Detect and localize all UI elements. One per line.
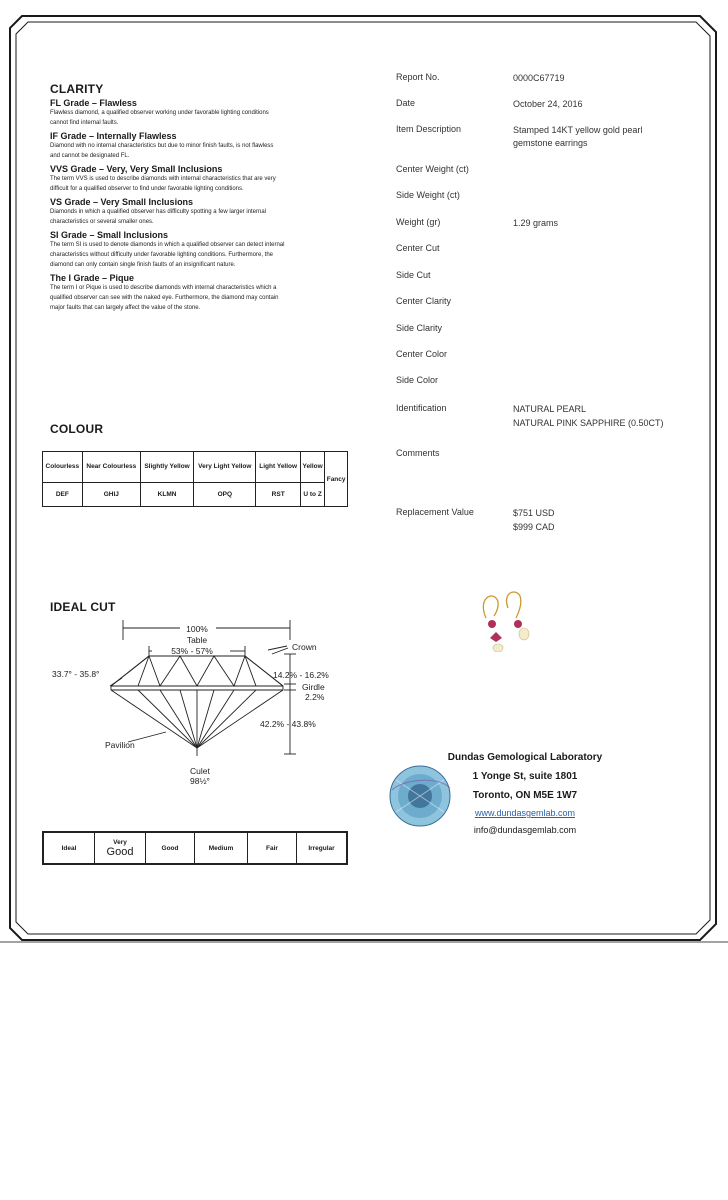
field-label: Report No. [396,72,440,82]
lab-website-link[interactable]: www.dundasgemlab.com [474,808,576,818]
colour-col-name: Light Yellow [256,452,300,483]
crown-label: Crown [292,642,317,652]
colour-col-name: Slightly Yellow [140,452,193,483]
field-label: Item Description [396,124,462,134]
colour-col-name: Near Colourless [82,452,140,483]
colour-col-range: KLMN [140,482,193,506]
grade-if [50,131,350,161]
colour-col-name: Yellow [300,452,324,483]
grade-desc-line: The term I or Pique is used to describe diamonds with internal characteristics which a [50,285,277,291]
clarity-grades [50,98,350,313]
field-label: Center Color [396,349,448,359]
grade-desc-line: cannot find internal faults. [50,120,119,126]
diamond-proportions-diagram [40,610,360,800]
cut-grade-medium: Medium [195,832,248,864]
cut-grade-table [42,831,348,865]
cut-grade-fair: Fair [248,832,297,864]
grade-i [50,273,350,313]
field-label: Center Cut [396,243,440,253]
grade-desc-line: characteristics without difficulty under favorable lighting conditions. Furthermore, the [50,252,273,258]
grade-desc-line: The term SI is used to denote diamonds in which a qualified observer can detect internal [50,242,285,248]
grade-desc-line: major faults that can largely affect the value of the stone. [50,305,201,311]
cut-grade-good-word: Good [106,845,134,858]
ideal-cut-title: IDEAL CUT [50,600,116,614]
field-label: Date [396,98,416,108]
report-number: 0000C67719 [513,73,565,83]
lab-email[interactable]: info@dundasgemlab.com [473,825,577,835]
cut-grade-very-good [95,832,146,864]
grade-heading: VS Grade – Very Small Inclusions [50,197,194,207]
colour-col-range: GHIJ [82,482,140,506]
field-label: Identification [396,403,447,413]
grade-desc-line: Flawless diamond, a qualified observer working under favorable lighting conditions [50,110,269,116]
girdle-value-label: 2.2% [305,692,325,702]
report-date: October 24, 2016 [513,99,583,109]
field-label: Replacement Value [396,507,474,517]
field-label: Side Clarity [396,323,443,333]
grade-desc-line: The term VVS is used to describe diamonds with internal characteristics that are very [50,176,276,182]
identification-line1: NATURAL PEARL [513,404,587,414]
colour-col-range: OPQ [194,482,256,506]
grade-desc-line: qualified observer can see with the naked eye. Furthermore, the diamond may contain [50,295,279,301]
colour-title: COLOUR [50,422,104,436]
item-description: Stamped 14KT yellow gold pearl gemstone earrings [513,125,643,148]
field-label: Weight (gr) [396,217,441,227]
culet-label: Culet [190,766,210,776]
clarity-title: CLARITY [50,82,104,96]
grade-vs [50,197,350,227]
pavilion-depth-label: 42.2% - 43.8% [260,719,316,729]
field-label: Center Clarity [396,296,452,306]
pavilion-label: Pavilion [105,740,135,750]
grade-desc-line: difficult for a qualified observer to find under favorable lighting conditions. [50,186,244,192]
field-label: Side Cut [396,270,431,280]
colour-scale-table [42,451,348,507]
cut-grade-very-word: Very [113,838,127,846]
field-label: Comments [396,448,440,458]
grade-fl [50,98,350,128]
cut-grade-good: Good [146,832,195,864]
replacement-value-cad: $999 CAD [513,522,555,532]
cut-grade-irregular: Irregular [297,832,348,864]
grade-heading: FL Grade – Flawless [50,98,137,108]
colour-col-name: Fancy [325,452,348,507]
grade-heading: SI Grade – Small Inclusions [50,230,169,240]
crown-angle-label: 33.7° - 35.8° [52,669,100,679]
grade-heading: VVS Grade – Very, Very Small Inclusions [50,164,223,174]
lab-contact [410,748,640,839]
colour-col-range: U to Z [300,482,324,506]
grade-desc-line: Diamonds in which a qualified observer has difficulty spotting a few larger internal [50,209,267,215]
colour-col-name: Colourless [43,452,83,483]
table-label: Table [186,635,208,645]
lab-address-1: 1 Yonge St, suite 1801 [472,771,578,782]
identification-line2: NATURAL PINK SAPPHIRE (0.50CT) [513,418,664,428]
lab-address-2: Toronto, ON M5E 1W7 [472,790,578,801]
grade-heading: The I Grade – Pique [50,273,135,283]
culet-value-label: 98½° [190,776,210,786]
grade-desc-line: and cannot be designated FL. [50,153,130,159]
grade-si [50,230,350,270]
grade-vvs [50,164,350,194]
field-label: Center Weight (ct) [396,164,469,174]
table-range-label: 53% - 57% [171,646,213,656]
earrings-photo [468,588,548,652]
colour-col-name: Very Light Yellow [194,452,256,483]
field-label: Side Weight (ct) [396,190,460,200]
colour-col-range: DEF [43,482,83,506]
item-weight: 1.29 grams [513,218,559,228]
girdle-label: Girdle [302,682,325,692]
grade-desc-line: diamond can only contain single finish faults of an insignificant nature. [50,262,236,268]
total-width-label: 100% [186,624,208,634]
crown-height-label: 14.2% - 16.2% [273,670,329,680]
field-label: Side Color [396,375,439,385]
lab-name: Dundas Gemological Laboratory [447,752,603,763]
colour-col-range: RST [256,482,300,506]
grade-desc-line: characteristics or several smaller ones. [50,219,154,225]
cut-grade-ideal: Ideal [43,832,95,864]
replacement-value-usd: $751 USD [513,508,555,518]
grade-desc-line: Diamond with no internal characteristics but due to minor finish faults, is not flawless [50,143,274,149]
grade-heading: IF Grade – Internally Flawless [50,131,177,141]
